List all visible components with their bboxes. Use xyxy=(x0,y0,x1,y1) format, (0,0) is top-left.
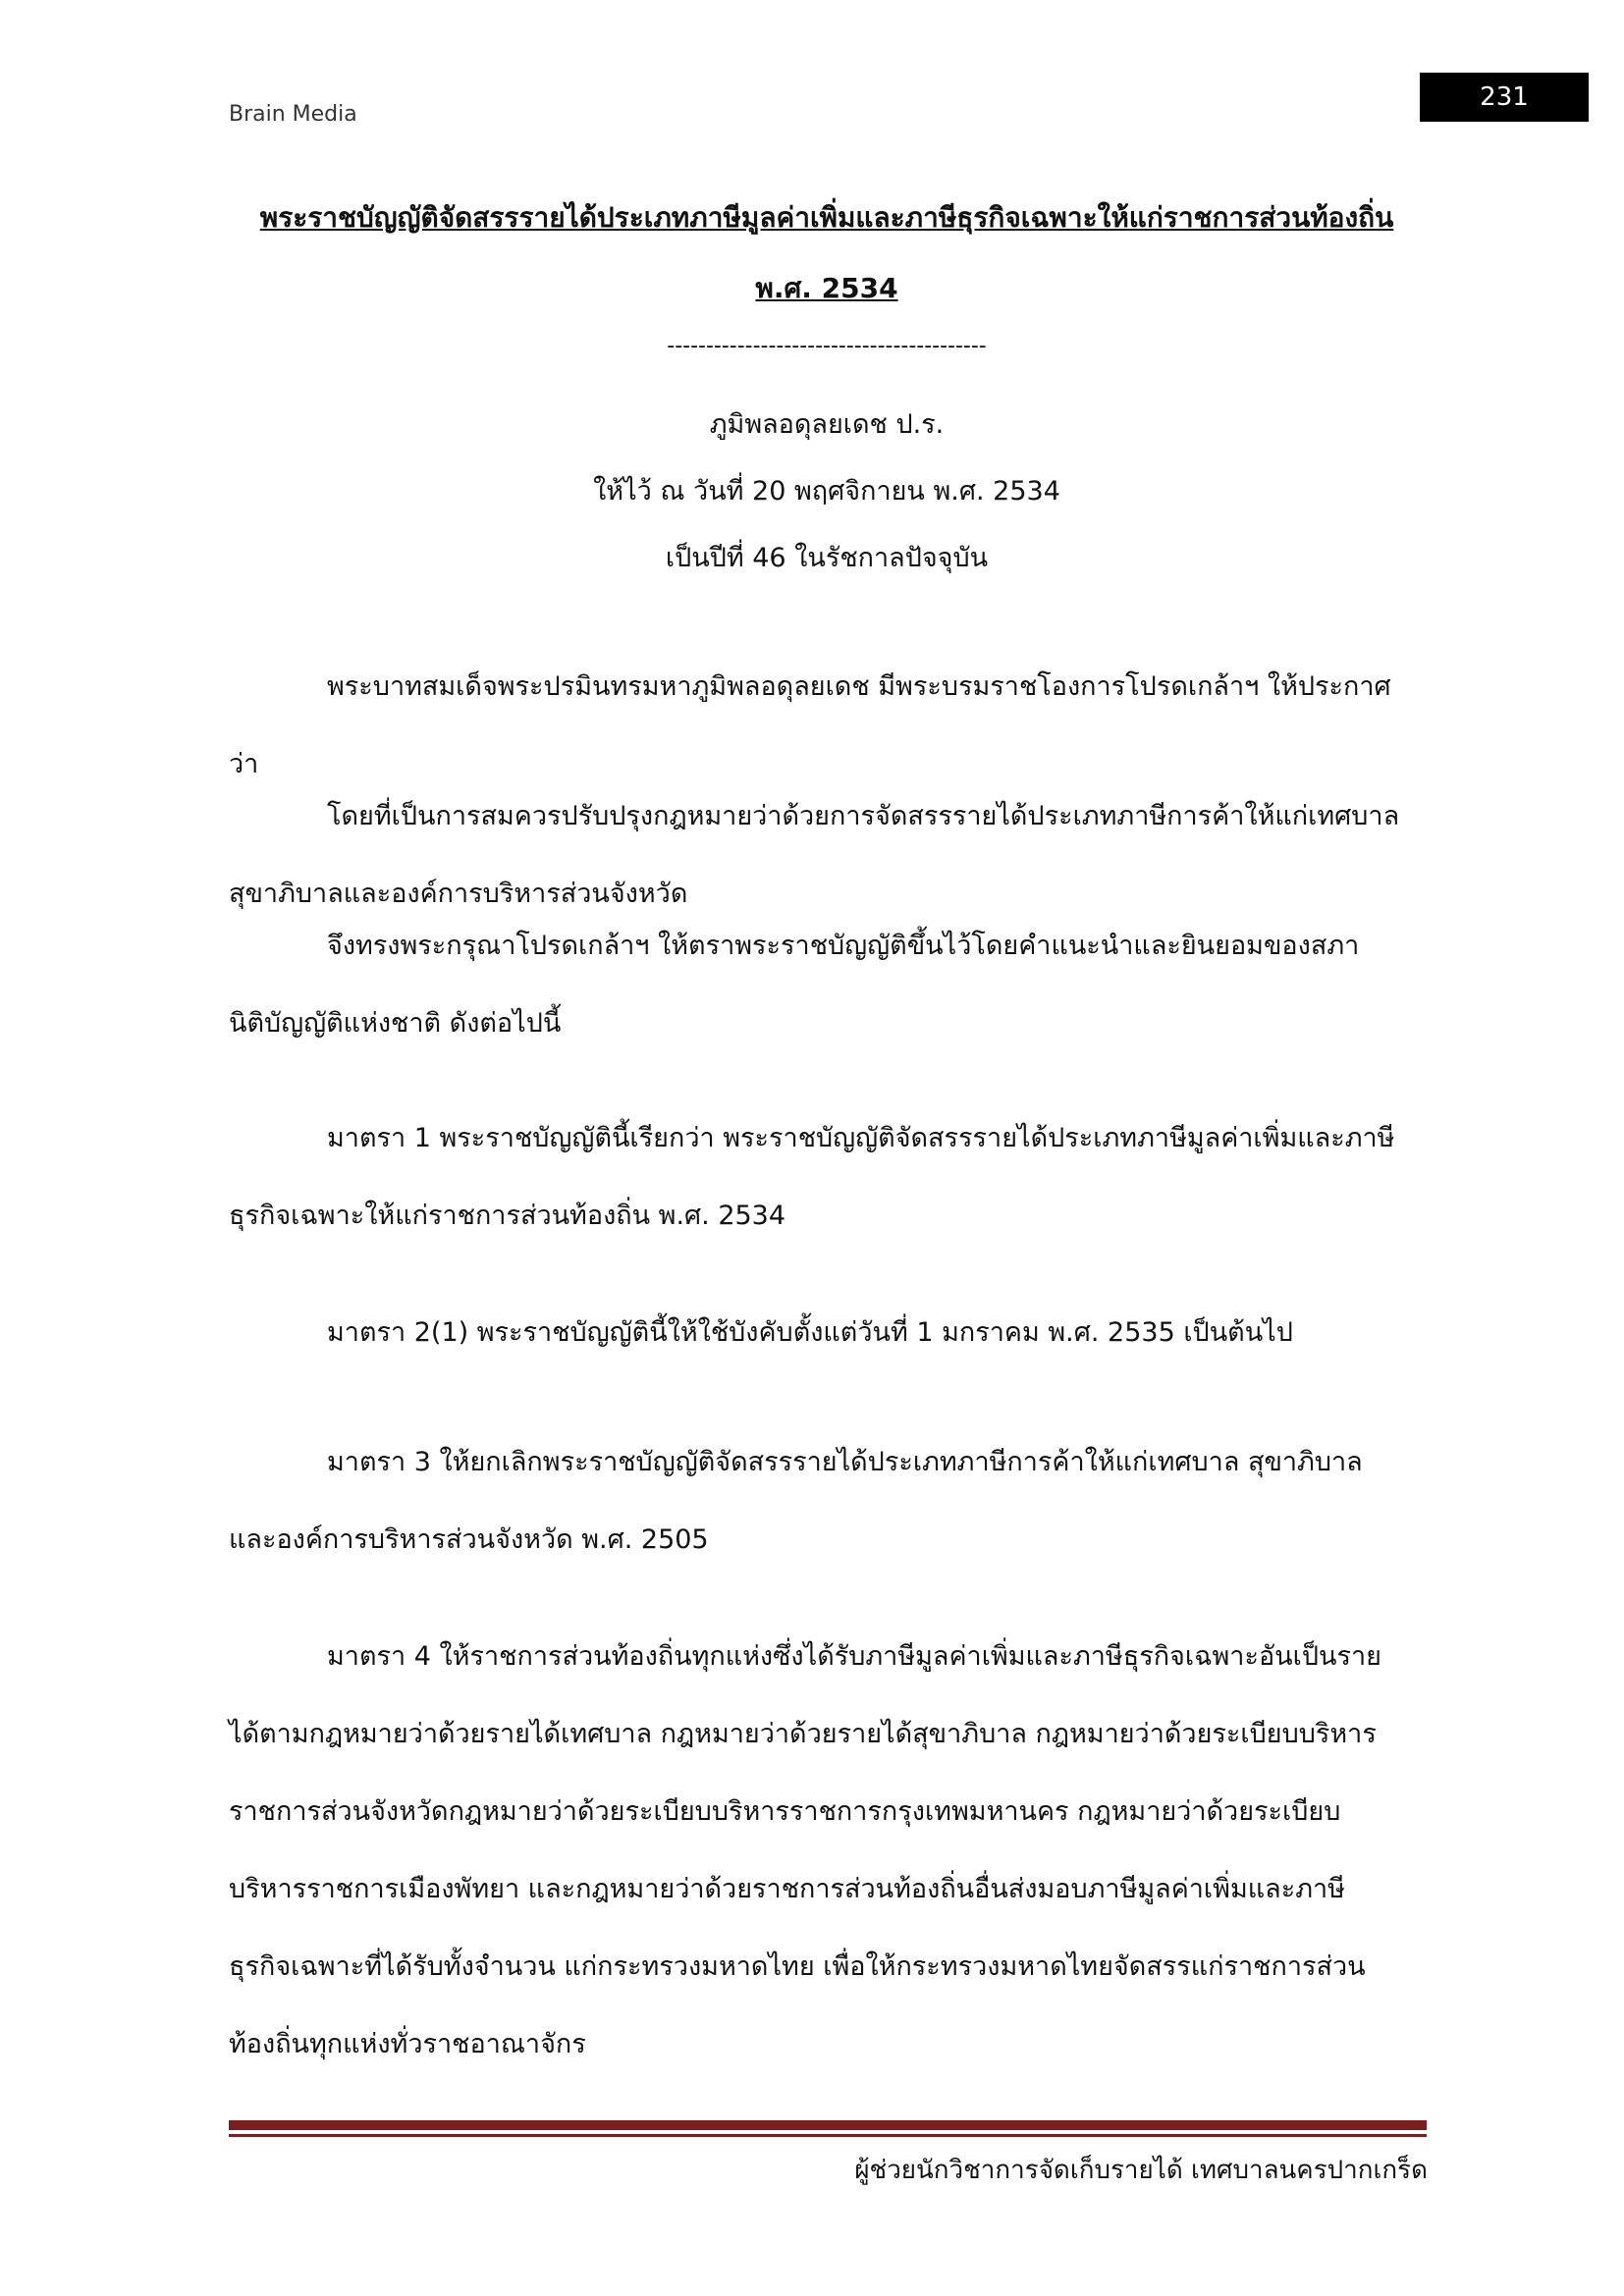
royal-reign-year: เป็นปีที่ 46 ในรัชกาลปัจจุบัน xyxy=(665,543,989,573)
section-1-text: มาตรา 1 พระราชบัญญัตินี้เรียกว่า พระราชบัญญัติจัดสรรรายได้ประเภทภาษีมูลค่าเพิ่มและภาษีธุรกิจเฉพาะให้แก่ราชการส่วนท้องถิ่น พ.ศ. 2534 xyxy=(229,1123,1395,1231)
section-4 xyxy=(229,1618,1407,2083)
preamble-text-2: โดยที่เป็นการสมควรปรับปรุงกฎหมายว่าด้วยการจัดสรรรายได้ประเภทภาษีการค้าให้แก่เทศบาล สุขาภิบาลและองค์การบริหารส่วนจังหวัด xyxy=(229,801,1400,909)
footer-text: ผู้ช่วยนักวิชาการจัดเก็บรายได้ เทศบาลนครปากเกร็ด xyxy=(854,2156,1428,2185)
document-title-year: พ.ศ. 2534 xyxy=(755,272,898,304)
document-title: พระราชบัญญัติจัดสรรรายได้ประเภทภาษีมูลค่าเพิ่มและภาษีธุรกิจเฉพาะให้แก่ราชการส่วนท้องถิ่น xyxy=(259,201,1394,234)
section-2 xyxy=(229,1294,1407,1371)
header-brand: Brain Media xyxy=(229,102,357,127)
footer-rule-thin xyxy=(229,2134,1427,2137)
section-3 xyxy=(229,1423,1407,1578)
preamble-paragraph-3 xyxy=(229,907,1407,1062)
section-3-text: มาตรา 3 ให้ยกเลิกพระราชบัญญัติจัดสรรรายได้ประเภทภาษีการค้าให้แก่เทศบาล สุขาภิบาลและองค์การบริหารส่วนจังหวัด พ.ศ. 2505 xyxy=(229,1447,1363,1555)
royal-given-date: ให้ไว้ ณ วันที่ 20 พฤศจิกายน พ.ศ. 2534 xyxy=(593,476,1060,507)
title-separator: ----------------------------------------- xyxy=(667,334,987,358)
preamble-text-3: จึงทรงพระกรุณาโปรดเกล้าฯ ให้ตราพระราชบัญญัติขึ้นไว้โดยคำแนะนำและยินยอมของสภานิติบัญญัติแห่งชาติ ดังต่อไปนี้ xyxy=(229,931,1360,1039)
section-1 xyxy=(229,1099,1407,1255)
footer-rule xyxy=(229,2120,1427,2130)
page-number: 231 xyxy=(1420,73,1589,122)
preamble-text-1: พระบาทสมเด็จพระปรมินทรมหาภูมิพลอดุลยเดช มีพระบรมราชโองการโปรดเกล้าฯ ให้ประกาศว่า xyxy=(229,671,1391,779)
section-2-text: มาตรา 2(1) พระราชบัญญัตินี้ให้ใช้บังคับตั้งแต่วันที่ 1 มกราคม พ.ศ. 2535 เป็นต้นไป xyxy=(327,1317,1293,1348)
section-4-text: มาตรา 4 ให้ราชการส่วนท้องถิ่นทุกแห่งซึ่งได้รับภาษีมูลค่าเพิ่มและภาษีธุรกิจเฉพาะอันเป็นรายได้ตามกฎหมายว่าด้วยรายได้เทศบาล กฎหมายว่าด้วยรายได้สุขาภิบาล กฎหมายว่าด้วยระเบียบบริหารราชการส่วนจังหวัดกฎหมายว่าด้วยระเบียบบริหารราชการกรุงเทพมหานคร กฎหมายว่าด้วยระเบียบบริหารราชการเมืองพัทยา และกฎหมายว่าด้วยราชการส่วนท้องถิ่นอื่นส่งมอบภาษีมูลค่าเพิ่มและภาษีธุรกิจเฉพาะที่ได้รับทั้งจำนวน แก่กระทรวงมหาดไทย เพื่อให้กระทรวงมหาดไทยจัดสรรแก่ราชการส่วนท้องถิ่นทุกแห่งทั่วราชอาณาจักร xyxy=(229,1641,1381,2059)
royal-name: ภูมิพลอดุลยเดช ป.ร. xyxy=(709,409,945,440)
